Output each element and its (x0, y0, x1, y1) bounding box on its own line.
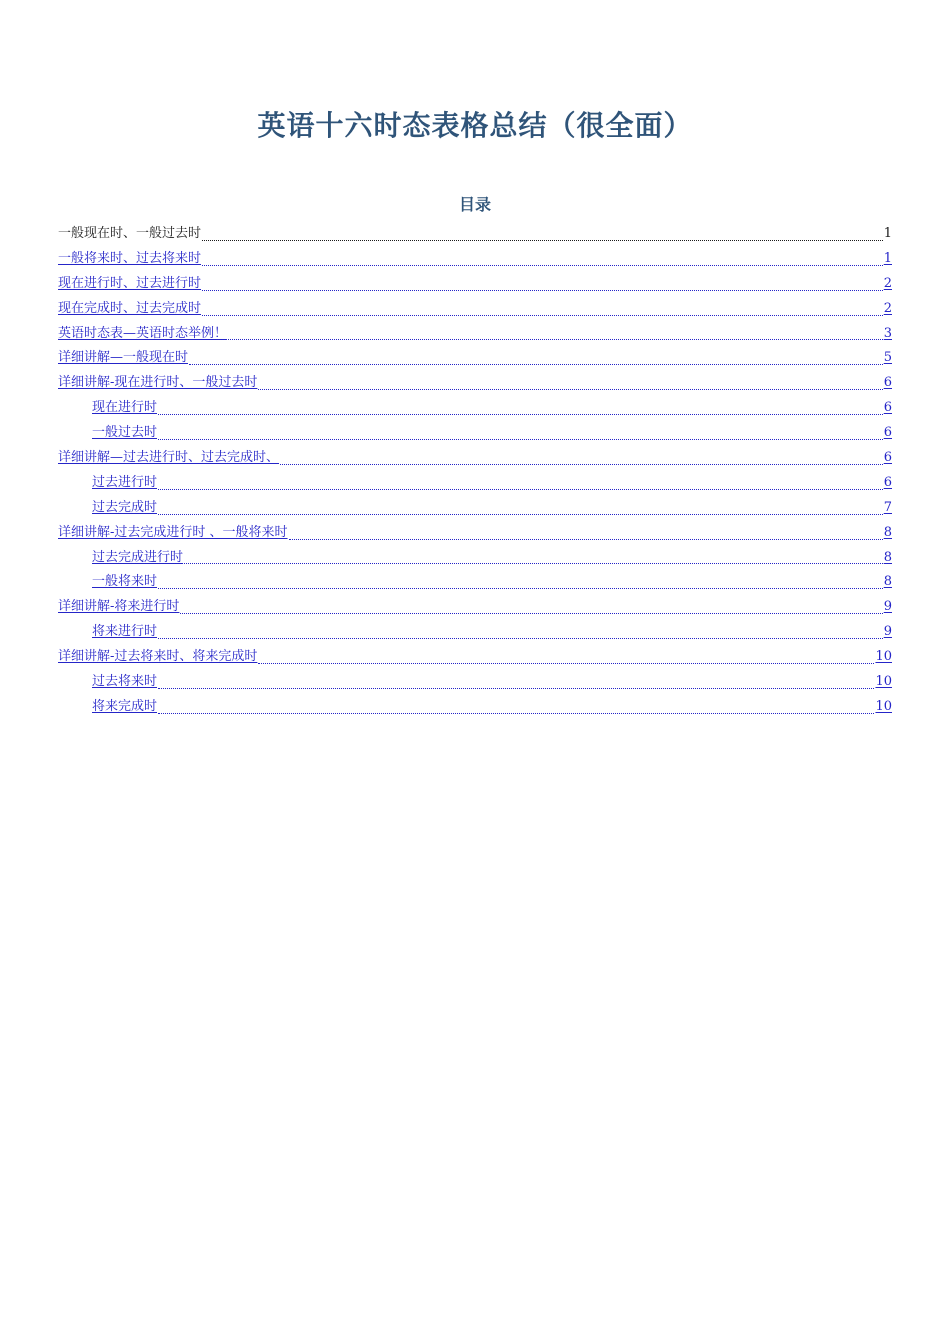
toc-dot-leader (202, 264, 883, 266)
toc-page-number: 10 (875, 674, 892, 690)
toc-entry-text: 一般将来时 (92, 574, 158, 590)
toc-entry[interactable] (58, 396, 892, 421)
toc-entry-text: 过去进行时 (92, 474, 158, 490)
toc-entry-text: 将来进行时 (92, 624, 158, 640)
toc-page-number: 6 (883, 425, 892, 441)
toc-dot-leader (158, 637, 883, 639)
toc-entry[interactable] (58, 247, 892, 272)
table-of-contents (58, 222, 892, 720)
toc-page-number: 9 (883, 599, 892, 615)
toc-entry-text: 将来完成时 (92, 698, 158, 714)
toc-heading: 目录 (458, 195, 491, 214)
toc-dot-leader (228, 338, 883, 340)
toc-entry[interactable] (58, 371, 892, 396)
toc-dot-leader (158, 438, 883, 440)
toc-page-number: 9 (883, 624, 892, 640)
toc-entry[interactable] (58, 645, 892, 670)
toc-entry-text: 过去将来时 (92, 674, 158, 690)
toc-page-number: 10 (875, 649, 892, 665)
toc-entry-text: 现在完成时、过去完成时 (58, 300, 202, 316)
toc-page-number: 2 (883, 300, 892, 316)
toc-page-number: 8 (883, 524, 892, 540)
toc-page-number: 6 (883, 450, 892, 466)
toc-entry-text: 详细讲解-过去将来时、将来完成时 (58, 649, 258, 665)
toc-entry[interactable] (58, 496, 892, 521)
toc-page-number: 8 (883, 574, 892, 590)
toc-entry-text: 详细讲解—一般现在时 (58, 350, 189, 366)
toc-dot-leader (180, 612, 882, 614)
toc-entry[interactable] (58, 595, 892, 620)
toc-entry[interactable] (58, 272, 892, 297)
toc-dot-leader (280, 463, 883, 465)
toc-page-number: 7 (883, 499, 892, 515)
toc-entry-text: 一般现在时、一般过去时 (58, 226, 202, 241)
toc-page-number: 10 (875, 698, 892, 714)
toc-page-number: 2 (883, 275, 892, 291)
toc-entry-text: 现在进行时、过去进行时 (58, 275, 202, 291)
document-title: 英语十六时态表格总结（很全面） (257, 109, 693, 142)
toc-entry[interactable] (58, 421, 892, 446)
toc-dot-leader (158, 413, 883, 415)
toc-page-number: 3 (883, 325, 892, 341)
toc-page-number: 6 (883, 474, 892, 490)
toc-page-number: 6 (883, 375, 892, 391)
toc-entry[interactable] (58, 570, 892, 595)
toc-dot-leader (202, 289, 883, 291)
toc-dot-leader (289, 538, 883, 540)
toc-dot-leader (158, 687, 874, 689)
toc-dot-leader (258, 662, 874, 664)
toc-entry[interactable] (58, 695, 892, 720)
toc-entry[interactable] (58, 446, 892, 471)
toc-entry-text: 详细讲解—过去进行时、过去完成时、 (58, 450, 280, 466)
toc-dot-leader (202, 239, 883, 241)
toc-dot-leader (202, 314, 883, 316)
toc-entry[interactable] (58, 670, 892, 695)
toc-dot-leader (258, 388, 882, 390)
toc-entry[interactable] (58, 521, 892, 546)
toc-entry[interactable] (58, 346, 892, 371)
toc-entry-text: 过去完成进行时 (92, 549, 184, 565)
toc-dot-leader (158, 587, 883, 589)
toc-entry-text: 一般过去时 (92, 425, 158, 441)
toc-page-number: 8 (883, 549, 892, 565)
toc-entry (58, 222, 892, 247)
toc-entry-text: 过去完成时 (92, 499, 158, 515)
toc-entry-text: 现在进行时 (92, 400, 158, 416)
toc-entry-text: 英语时态表—英语时态举例！ (58, 325, 228, 341)
toc-entry[interactable] (58, 322, 892, 347)
toc-entry[interactable] (58, 297, 892, 322)
toc-dot-leader (184, 562, 883, 564)
toc-entry-text: 一般将来时、过去将来时 (58, 250, 202, 266)
toc-dot-leader (158, 488, 883, 490)
toc-dot-leader (158, 513, 883, 515)
toc-entry[interactable] (58, 620, 892, 645)
toc-dot-leader (158, 712, 874, 714)
toc-entry[interactable] (58, 471, 892, 496)
toc-page-number: 6 (883, 400, 892, 416)
toc-page-number: 1 (883, 250, 892, 266)
toc-page-number: 5 (883, 350, 892, 366)
toc-entry-text: 详细讲解-过去完成进行时 、一般将来时 (58, 524, 288, 540)
toc-entry[interactable] (58, 546, 892, 571)
toc-entry-text: 详细讲解-将来进行时 (58, 599, 180, 615)
toc-entry-text: 详细讲解-现在进行时、一般过去时 (58, 375, 258, 391)
toc-page-number: 1 (883, 226, 892, 241)
toc-dot-leader (189, 363, 883, 365)
